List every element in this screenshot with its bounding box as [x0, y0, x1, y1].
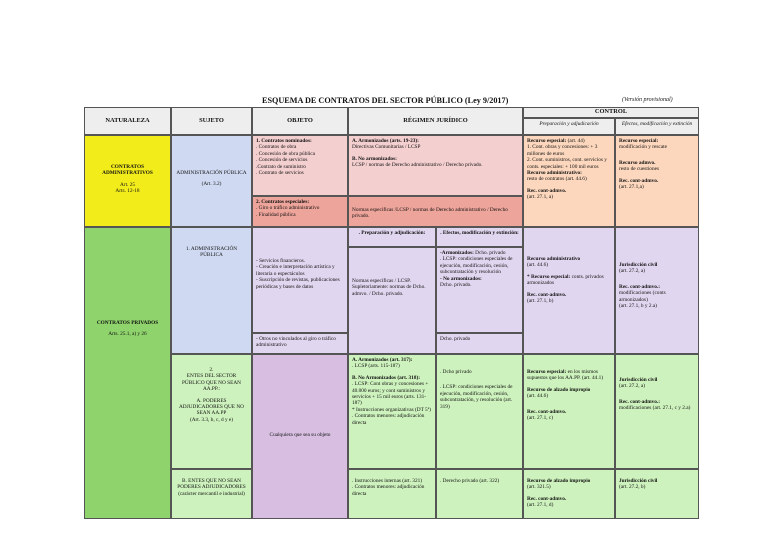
regimen-armonizados-text: Directivas Comunitarias / LCSP: [352, 144, 421, 151]
control-efectos-no-poderes-adjudicadores: [615, 469, 699, 519]
recurso-especial-item: 2. Cont. suministros, cont. servicios y conts. especiales: + 100 mil euros: [527, 157, 607, 170]
recurso-alzada-title: Recurso de alzado impropio: [527, 386, 591, 393]
recurso-especial-title: Recurso especial:: [527, 138, 567, 144]
regimen-armonizados-text: . LCSP (arts. 115-187): [352, 363, 400, 370]
rec-cont-admvo-title: Rec. cont-admvo.: [527, 291, 567, 298]
regimen-administrativos: [348, 135, 523, 196]
control-prep-no-poderes-adjudicadores: [523, 469, 615, 519]
jurisdiccion-civil-title: Jurisdicción civil: [619, 377, 658, 383]
regimen-armonizados-title: A. Armonizados (arts. 19-23):: [352, 138, 419, 144]
efectos-no-armonizados-text: Dcho. privado.: [440, 282, 472, 289]
rec-cont-admvo-text: modificaciones (conts armonizados): [619, 290, 666, 303]
nominados-item: . Contratos de obra: [256, 144, 297, 151]
sujeto-no-poderes-adjudicadores: B. ENTES QUE NO SEAN PODERES ADJUDICADORES (carácter mercantil e industrial): [171, 469, 252, 519]
recurso-administrativo-art: (art. 44.6): [527, 262, 549, 269]
especiales-item: . Finalidad pública: [256, 211, 296, 218]
sujeto-privados-administracion: 1. ADMINISTRACIÓN PÚBLICA: [171, 227, 252, 354]
recurso-administrativo-title: Recurso administrativo:: [527, 170, 582, 177]
efectos-lcsp-text: . LCSP: condiciones especiales de ejecución, modificación, cesión, subcontratación y resolución: [440, 256, 513, 276]
recurso-alzada-art: (art. 44.6): [527, 393, 549, 400]
administrativos-title: CONTRATOS ADMINISTRATIVOS: [102, 164, 153, 177]
efectos-recurso-especial-text: modificación y rescate: [619, 144, 667, 151]
sujeto-poderes-adjudicadores: [171, 354, 252, 469]
regimen-contratos-menores: . Contratos menores: adjudicación directa: [352, 484, 425, 497]
rec-cont-admvo-title: Rec. cont-admvo.: [527, 408, 567, 415]
efectos-no-armonizados-title: - No armonizados:: [440, 275, 482, 282]
rec-cont-admvo-title: Rec. cont-admvo.: [527, 495, 567, 502]
privados-art: Arts. 25.1, a) y 26: [108, 331, 147, 338]
regimen-no-poderes-adjudicadores: [348, 469, 436, 519]
regimen-no-armonizados-text: LCSP / normas de Derecho administrativo / Derecho privado.: [352, 162, 483, 169]
rec-cont-admvo-art: (art. 27.1, d): [527, 502, 554, 509]
version-note: (Versión provisional): [622, 97, 673, 103]
jurisdiccion-civil-art: (art. 27.2, a): [619, 268, 646, 275]
efectos-rec-cont-admvo-title: Rec. cont-admvo.: [619, 177, 659, 184]
sujeto-administracion-art: (Art. 3.2): [201, 181, 222, 188]
naturaleza-privados: [84, 227, 171, 519]
recurso-especial-text: en los mismos supuestos que los AA.PP. (art. 44.1): [527, 369, 604, 382]
jurisdiccion-civil-art: (art. 27.2, b): [619, 484, 646, 491]
jurisdiccion-civil-title: Jurisdicción civil: [619, 262, 658, 268]
recurso-alzada-art: (art. 321.5): [527, 484, 551, 491]
recurso-administrativo-text: resto de contratos (art. 44.6): [527, 176, 587, 183]
control-prep-privados-administracion: [523, 227, 615, 354]
efectos-armonizados-title: -Armonizados:: [440, 250, 474, 256]
recurso-especial-title: * Recurso especial:: [527, 273, 571, 280]
control-prep-administrativos: [523, 135, 615, 227]
recurso-alzada-title: Recurso de alzado impropio: [527, 478, 591, 484]
efectos-recurso-especial-title: Recurso especial:: [619, 138, 659, 144]
efectos-recurso-admvo-title: Recurso admvo.: [619, 159, 656, 166]
rec-cont-admvo-art: (art. 27.1, b): [527, 298, 554, 305]
objeto-privados-otros: - Otros no vinculados al giro o tráfico administrativo: [252, 333, 348, 354]
regimen-efectos-text: [436, 247, 523, 333]
sujeto-administracion-name: ADMINISTRACIÓN PÚBLICA: [176, 170, 247, 176]
contracts-table: [84, 107, 699, 519]
regimen-instrucciones: . Instrucciones internas (art. 321): [352, 478, 423, 484]
privados-title: CONTRATOS PRIVADOS: [96, 320, 159, 326]
objeto-privados-item: - Creación e interpretación artística y literaria o espectáculos: [256, 264, 335, 277]
efectos-rec-cont-admvo-art: (art. 27.1,a): [619, 184, 644, 191]
regimen-no-armonizados-title: B. No Armonizados (art. 318):: [352, 374, 420, 381]
recurso-especial-item: 1. Cont. obras y concesiones: + 3 millones de euros: [527, 144, 598, 157]
control-efectos-administrativos: [615, 135, 699, 227]
administrativos-art2: Arts. 12-18: [115, 188, 140, 195]
efectos-poderes-adjudicadores: [436, 354, 523, 469]
sujeto-poderes-art: (Art. 3.3, b, c, d y e): [189, 416, 234, 423]
recurso-especial-text: conts. privados armonizados: [527, 273, 604, 287]
objeto-cualquiera: Cualquiera que sea su objeto: [252, 354, 348, 519]
naturaleza-administrativos: [84, 135, 171, 227]
efectos-dcho-privado: . Dcho privado: [440, 369, 472, 375]
especiales-title: 2. Contratos especiales:: [256, 199, 310, 205]
efectos-recurso-admvo-text: resto de cuestiones: [619, 166, 660, 173]
efectos-lcsp-text: . LCSP: condiciones especiales de ejecución, modificación, cesión, subcontratación, y resolución (art. 319): [440, 384, 513, 410]
sujeto-num: 2.: [209, 367, 214, 373]
administrativos-art1: Art. 25: [119, 181, 135, 188]
rec-cont-admvo-title: Rec. cont-admvo.:: [619, 398, 661, 405]
objeto-privados-item: - Suscripción de revistas, publicaciones periódicas y bases de datos: [256, 277, 340, 290]
rec-cont-admvo-art: (art. 27.1, b y 2.a): [619, 303, 657, 310]
nominados-item: . Contrato de servicios: [256, 170, 304, 177]
header-efectos: Efectos, modificación y extinción: [615, 118, 699, 135]
header-control: CONTROL: [523, 107, 699, 118]
header-preparacion: Preparación y adjudicación: [523, 118, 615, 135]
nominados-item: .Contrato de suministro: [256, 163, 306, 170]
regimen-no-armonizados-item: . Contratos menores: adjudicación directa: [352, 413, 425, 426]
especiales-item: . Giro o tráfico administrativo: [256, 205, 320, 212]
rec-cont-admvo-art: (art. 27.1, c): [527, 415, 554, 422]
sujeto-entes-name: ENTES DEL SECTOR PÚBLICO QUE NO SEAN AA.PP.:: [181, 373, 241, 393]
objeto-nominados: [252, 135, 348, 196]
control-prep-poderes-adjudicadores: [523, 354, 615, 469]
header-objeto: OBJETO: [252, 107, 348, 135]
jurisdiccion-civil-title: Jurisdicción civil: [619, 478, 658, 484]
sujeto-poderes-name: A. PODERES ADJUDICADORES QUE NO SEAN AA.PP: [178, 397, 245, 417]
rec-cont-admvo-title: Rec. cont-admvo.:: [619, 283, 661, 290]
jurisdiccion-civil-art: (art. 27.2, a): [619, 383, 646, 390]
regimen-armonizados-title: A. Armonizados (art. 317):: [352, 357, 413, 363]
objeto-privados-lista: [252, 227, 348, 333]
control-efectos-privados-administracion: [615, 227, 699, 354]
rec-cont-admvo-art: (art. 27.1, a): [527, 194, 554, 201]
header-naturaleza: NATURALEZA: [84, 107, 171, 135]
regimen-efectos-otros: Dcho. privado: [436, 333, 523, 354]
nominados-item: . Concesión de servicios: [256, 157, 308, 164]
objeto-especiales: [252, 196, 348, 227]
efectos-no-poderes-adjudicadores: . Derecho privado (art. 322): [436, 469, 523, 519]
regimen-especiales: Normas específicas /LCSP / normas de Derecho administrativo / Derecho privado.: [348, 196, 523, 227]
recurso-especial-art: (art. 44): [567, 138, 585, 144]
regimen-no-armonizados-item: * Instrucciones organizativas (DT 5ª): [352, 406, 431, 413]
rec-cont-admvo-text: modificaciones (art. 27.1, c y 2.a): [619, 405, 691, 412]
recurso-especial-title: Recurso especial:: [527, 369, 567, 375]
regimen-preparacion-head: . Preparación y adjudicación:: [348, 227, 436, 247]
regimen-poderes-adjudicadores: [348, 354, 436, 469]
regimen-preparacion-text: Normas específicas / LCSP. Supletoriamente: normas de Dcho. admvo. / Dcho. privado.: [348, 247, 436, 354]
nominados-title: 1. Contratos nominados:: [256, 138, 312, 144]
regimen-no-armonizados-item: . LCSP: Cont obras y concesiones + 40.000 euros; y cont suministros y servicios + 15 mil euros (arts. 131-187): [352, 381, 429, 407]
rec-cont-admvo-title: Rec. cont-admvo.: [527, 187, 567, 194]
recurso-administrativo-title: Recurso administrativo: [527, 256, 581, 262]
nominados-item: . Concesión de obra pública: [256, 150, 315, 157]
document-title: ESQUEMA DE CONTRATOS DEL SECTOR PÚBLICO (Ley 9/2017): [262, 96, 509, 105]
objeto-privados-item: - Servicios financieros.: [256, 258, 305, 264]
control-efectos-poderes-adjudicadores: [615, 354, 699, 469]
header-sujeto: SUJETO: [171, 107, 252, 135]
efectos-armonizados-text: Dcho. privado: [475, 250, 506, 256]
regimen-no-armonizados-title: B. No armonizados:: [352, 155, 397, 162]
header-regimen: RÉGIMEN JURÍDICO: [348, 107, 523, 135]
regimen-efectos-head: . Efectos, modificación y extinción:: [436, 227, 523, 247]
sujeto-administracion: [171, 135, 252, 227]
